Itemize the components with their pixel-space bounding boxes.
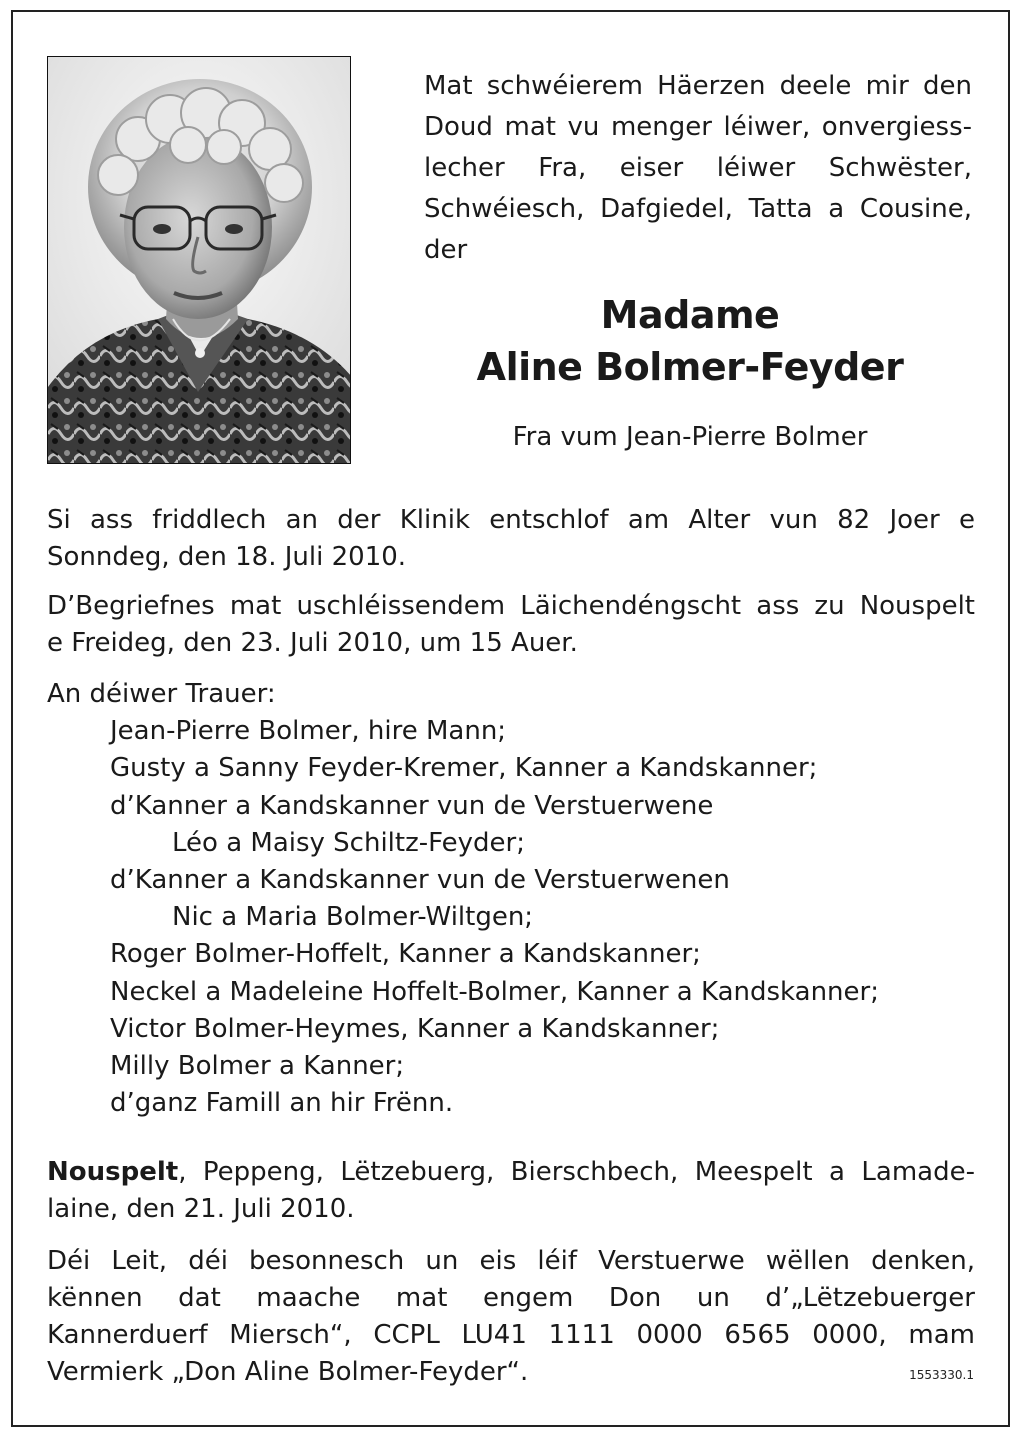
place-line: laine, den 21. Juli 2010. — [47, 1194, 355, 1224]
deceased-name: Aline Bolmer-Feyder — [476, 345, 904, 389]
place-rest: , Peppeng, Lëtzebuerg, Bierschbech, Meespelt a Lamade- — [178, 1157, 975, 1187]
intro-line: der — [424, 235, 468, 265]
funeral-paragraph — [47, 588, 975, 662]
mourner-line: Gusty a Sanny Feyder-Kremer, Kanner a Kandskanner; — [110, 753, 818, 784]
mourner-line: Nic a Maria Bolmer-Wiltgen; — [172, 902, 534, 933]
mourner-line: Victor Bolmer-Heymes, Kanner a Kandskanner; — [110, 1013, 720, 1044]
mourner-line: Milly Bolmer a Kanner; — [110, 1050, 405, 1081]
intro-line: Doud mat vu menger léiwer, onvergiess- — [424, 112, 972, 142]
mourner-line: Neckel a Madeleine Hoffelt-Bolmer, Kanner a Kandskanner; — [110, 976, 879, 1007]
reference-number: 1553330.1 — [909, 1368, 974, 1382]
donation-line: kënnen dat maache mat engem Don un d’„Lëtzebuerger — [47, 1283, 975, 1313]
death-line: Sonndeg, den 18. Juli 2010. — [47, 542, 407, 572]
portrait-photo — [47, 56, 351, 464]
death-paragraph — [47, 502, 975, 576]
donation-line: Déi Leit, déi besonnesch un eis léif Verstuerwe wëllen denken, — [47, 1246, 975, 1276]
mourner-line: d’ganz Famill an hir Frënn. — [110, 1088, 454, 1119]
mourner-line: d’Kanner a Kandskanner vun de Verstuerwenen — [110, 864, 730, 895]
mourner-line: d’Kanner a Kandskanner vun de Verstuerwene — [110, 790, 714, 821]
intro-line: Schwéiesch, Dafgiedel, Tatta a Cousine, — [424, 194, 972, 224]
intro-line: Mat schwéierem Häerzen deele mir den — [424, 71, 972, 101]
funeral-line: D’Begriefnes mat uschléissendem Läichendéngscht ass zu Nouspelt — [47, 591, 975, 621]
husband-line: Fra vum Jean-Pierre Bolmer — [512, 422, 868, 452]
intro-text — [424, 66, 972, 271]
funeral-line: e Freideg, den 23. Juli 2010, um 15 Auer. — [47, 628, 578, 658]
donation-line: Kannerduerf Miersch“, CCPL LU41 1111 0000 6565 0000, mam — [47, 1320, 975, 1350]
donation-paragraph — [47, 1243, 975, 1391]
place-line — [47, 1154, 975, 1191]
mourners-section — [47, 676, 977, 1122]
donation-line: Vermierk „Don Aline Bolmer-Feyder“. — [47, 1357, 529, 1387]
name-title: Madame — [600, 293, 780, 337]
place-bold: Nouspelt — [47, 1157, 179, 1187]
intro-line: lecher Fra, eiser léiwer Schwëster, — [424, 153, 972, 183]
place-date-paragraph — [47, 1154, 975, 1228]
mourner-line: Jean-Pierre Bolmer, hire Mann; — [110, 716, 507, 747]
mourner-line: Léo a Maisy Schiltz-Feyder; — [172, 827, 525, 858]
mourner-line: Roger Bolmer-Hoffelt, Kanner a Kandskanner; — [110, 939, 701, 970]
mourning-heading: An déiwer Trauer: — [47, 679, 276, 709]
death-line: Si ass friddlech an der Klinik entschlof am Alter vun 82 Joer e — [47, 505, 975, 535]
